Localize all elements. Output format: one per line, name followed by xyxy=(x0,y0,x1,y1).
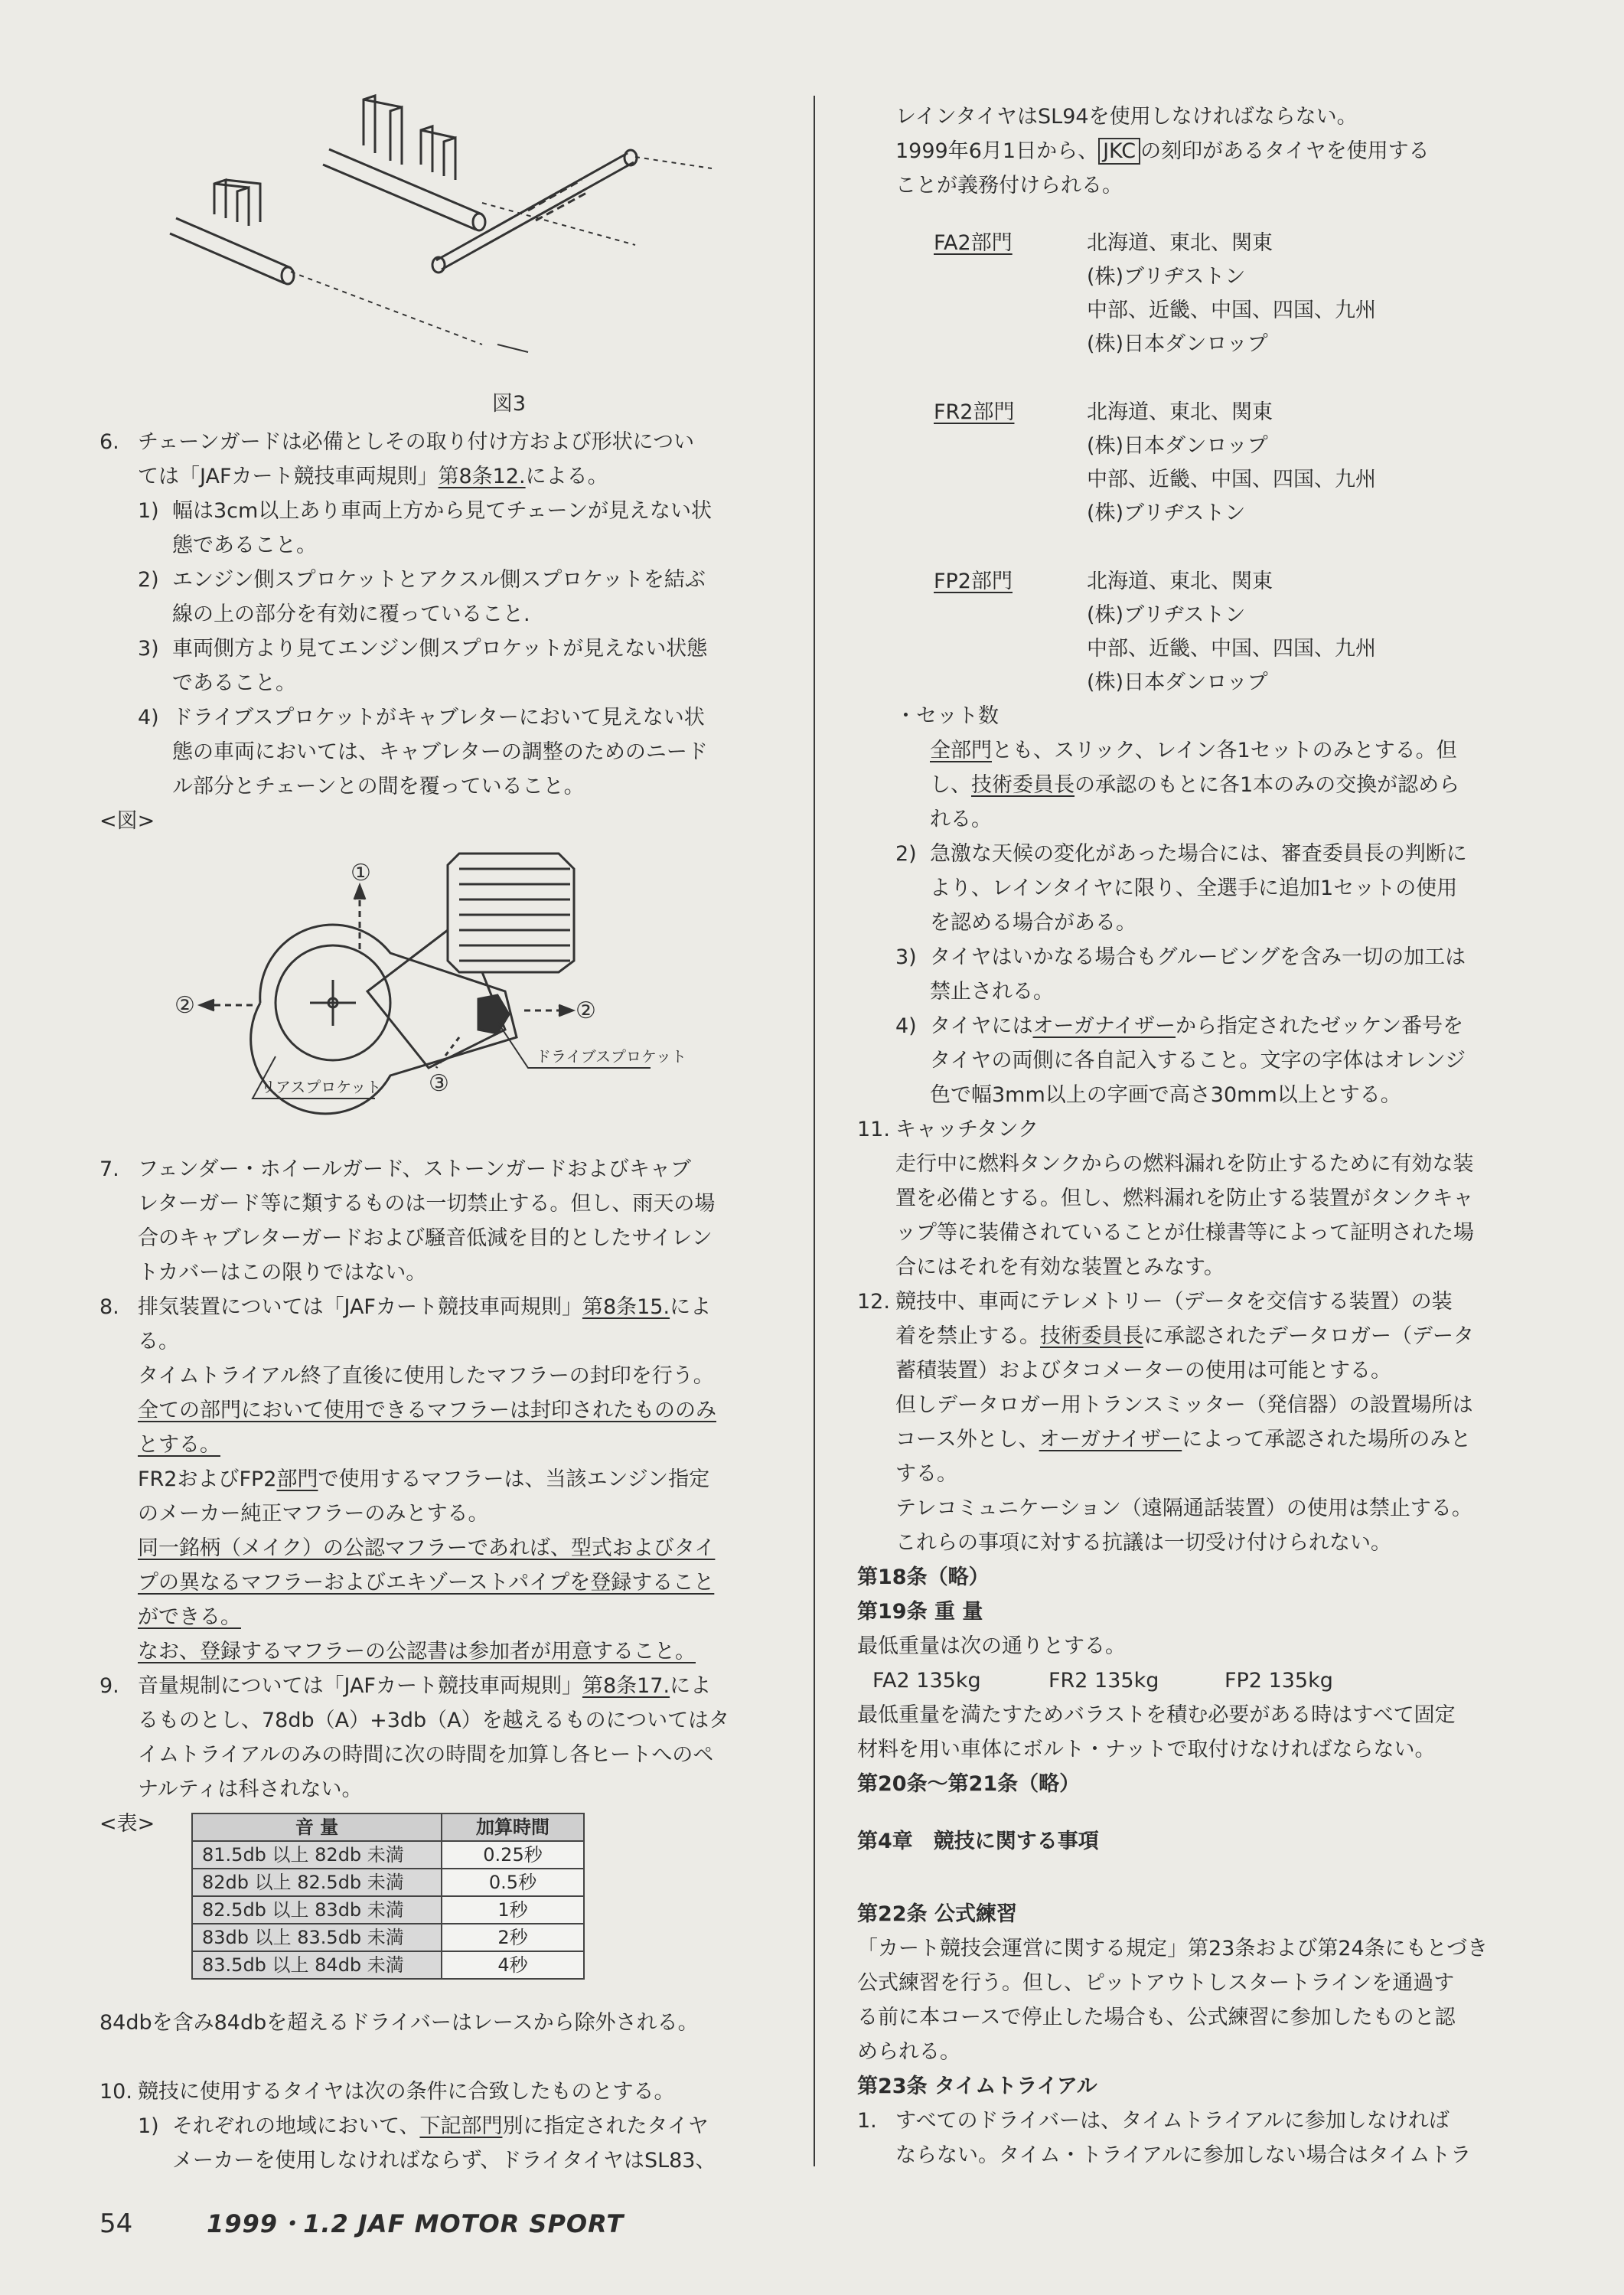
chapter-4-heading: 第4章 競技に関する事項 xyxy=(857,1830,1099,1853)
item-number: 6. xyxy=(99,430,119,454)
right-column: レインタイヤはSL94を使用しなければならない。 1999年6月1日から、 JKC の刻印があるタイヤを使用する ことが義務付けられる。 FA2部門 北海道、東北、関東 (株)ブリヂストン 中部、近畿、中国、四国、九州 (株)日本ダンロップ FR2部門 北海道、東北、関東 (株)日本ダンロップ 中部、近畿、中国、四国、九州 (株)ブリヂストン FP2部門 北海道、東北、関東 (株)ブリヂストン 中部、近畿、中国、四国、九州 (株)日本ダンロップ ・セット数 全部門とも、スリック、レイン各1セットのみとする。但 し、技術委員長の承認のもとに各1本のみの交換が認めら れる。 2) 急激な天候の変化があった場合には、審査委員長の判断に より、レインタイヤに限り、全選手に追加1セットの使用 を認める場合がある。 3) タイヤはいかなる場合もグルービングを含み一切の加工は 禁止される。 4) タイヤにはオーガナイザーから指定されたゼッケン番号を タイヤの両側に各自記入すること。文字の字体はオレンジ 色で幅3mm以上の字画で高さ30mm以上とする。 11. キャッチタンク 走行中に燃料タンクからの燃料漏れを防止するために有効な装 置を必備とする。但し、燃料漏れを防止する装置がタンクキャ ップ等に装備されていることが仕様書等によって証明された場 合にはそれを有効な装置とみなす。 12. 競技中、車両にテレメトリー（データを交信する装置）の装 着を禁止する。技術委員長に承認されたデータロガー（データ 蓄積装置）およびタコメーターの使用は可能とする。 但しデータロガー用トランスミッター（発信器）の設置場所は コース外とし、オーガナイザーによって承認された場所のみと する。 テレコミュニケーション（遠隔通話装置）の使用は禁止する。 これらの事項に対する抗議は一切受け付けられない。 第18条（略） 第19条 重 量 最低重量は次の通りとする。 FA2 135kg FR2 135kg FP2 135kg 最低重量を満たすためバラストを積む必要がある時はすべて固定 材料を用い車体にボルト・ナットで取付けなければならない。 第20条～第21条（略） 第4章 競技に関する事項 第22条 公式練習 「カート競技会運営に関する規定」第23条および第24条にもとづき 公式練習を行う。但し、ピットアウトしスタートラインを通過す る前に本コースで停止した場合も、公式練習に参加したものと認 められる。 第23条 タイムトライアル 1. すべてのドライバーは、タイムトライアルに参加しなければ ならない。タイム・トライアルに参加しない場合はタイムトラ xyxy=(857,100,1531,2173)
tire-sub-2: 2) 急激な天候の変化があった場合には、審査委員長の判断に より、レインタイヤに限り、全選手に追加1セットの使用 を認める場合がある。 xyxy=(895,842,1467,935)
item-9: 9. 音量規制については「JAFカート競技車両規則」第8条17.によ るものとし、78db（A）+3db（A）を越えるものについてはタ イムトライアルのみの時間に次の時間を加算し各ヒートへのペ ナルティは科されない。 xyxy=(99,1674,730,1801)
item-6 xyxy=(99,425,773,494)
item-6-sub-4: 4) ドライブスプロケットがキャブレターにおいて見えない状 態の車両においては、キャブレターの調整のためのニード ル部分とチェーンとの間を覆っていること。 xyxy=(138,706,708,798)
table-row: 82.5db 以上 83db 未満 1秒 xyxy=(192,1896,584,1924)
page-footer xyxy=(99,2205,624,2240)
tire-block-fp2: FP2部門 北海道、東北、関東 (株)ブリヂストン 中部、近畿、中国、四国、九州 (株)日本ダンロップ xyxy=(934,570,1376,694)
text-line: 最低重量は次の通りとする。 xyxy=(857,1634,1126,1658)
set-count-heading: ・セット数 xyxy=(895,704,999,728)
circle-2-left-label: ② xyxy=(174,992,195,1019)
article-22-heading: 第22条 公式練習 xyxy=(857,1902,1017,1926)
text-line: 最低重量を満たすためバラストを積む必要がある時はすべて固定 xyxy=(857,1703,1456,1727)
article-23-heading: 第23条 タイムトライアル xyxy=(857,2075,1097,2098)
text-line: ことが義務付けられる。 xyxy=(895,174,1123,198)
page-number: 54 xyxy=(99,2208,133,2239)
weights-row: FA2 135kg FR2 135kg FP2 135kg xyxy=(872,1669,1333,1693)
tire-block-fr2: FR2部門 北海道、東北、関東 (株)日本ダンロップ 中部、近畿、中国、四国、九州 (株)ブリヂストン xyxy=(934,400,1376,525)
table-row: 82db 以上 82.5db 未満 0.5秒 xyxy=(192,1869,584,1896)
table-label: <表> xyxy=(99,1812,155,1836)
engine-chain-diagram xyxy=(99,838,773,1144)
column-divider xyxy=(814,96,815,2166)
table-row: 81.5db 以上 82db 未満 0.25秒 xyxy=(192,1841,584,1869)
item-10: 10. 競技に使用するタイヤは次の条件に合致したものとする。 xyxy=(99,2080,675,2104)
item-6-sub-2: 2) エンジン側スプロケットとアクスル側スプロケットを結ぶ 線の上の部分を有効に覆っていること. xyxy=(138,568,706,626)
table-block xyxy=(99,1807,773,2006)
article-19-heading: 第19条 重 量 xyxy=(857,1600,983,1624)
circle-1-label: ① xyxy=(351,860,371,886)
item-8: 8. 排気装置については「JAFカート競技車両規則」第8条15.によ る。 タイムトライアル終了直後に使用したマフラーの封印を行う。 全ての部門において使用できるマフラーは封印されたもののみ とする。 FR2およびFP2部門で使用するマフラーは、当該エンジン指定 のメーカー純正マフラーのみとする。 同一銘柄（メイク）の公認マフラーであれば、型式およびタイ プの異なるマフラーおよびエキゾーストパイプを登録すること ができる。 なお、登録するマフラーの公認書は参加者が用意すること。 xyxy=(99,1295,716,1663)
jkc-mark: JKC xyxy=(1098,138,1140,165)
table-row: 83db 以上 83.5db 未満 2秒 xyxy=(192,1924,584,1951)
set-count-text: 全部門とも、スリック、レイン各1セットのみとする。但 し、技術委員長の承認のもとに各1本のみの交換が認めら れる。 xyxy=(930,739,1460,831)
circle-3-label: ③ xyxy=(429,1070,449,1097)
magazine-title: 1999・1.2 JAF MOTOR SPORT xyxy=(207,2209,624,2238)
text-line: 1999年6月1日から、 JKC の刻印があるタイヤを使用する xyxy=(895,139,1430,163)
figure3-caption: 図3 xyxy=(491,392,527,416)
rear-sprocket-label: リアスプロケット xyxy=(260,1078,382,1096)
figure-label: <図> xyxy=(99,809,155,833)
article-23-item-1: 1. すべてのドライバーは、タイムトライアルに参加しなければ ならない。タイム・トライアルに参加しない場合はタイムトラ xyxy=(857,2109,1472,2167)
tire-sub-3: 3) タイヤはいかなる場合もグルービングを含み一切の加工は 禁止される。 xyxy=(895,945,1466,1004)
tire-block-fa2: FA2部門 北海道、東北、関東 (株)ブリヂストン 中部、近畿、中国、四国、九州 (株)日本ダンロップ xyxy=(934,231,1376,356)
item-7: 7. フェンダー・ホイールガード、ストーンガードおよびキャブ レターガード等に類するものは一切禁止する。但し、雨天の場 合のキャブレターガードおよび騒音低減を目的としたサイレン トカバーはこの限りではない。 xyxy=(99,1157,716,1285)
table-row: 83.5db 以上 84db 未満 4秒 xyxy=(192,1951,584,1979)
figure3-chain-guard-drawing xyxy=(99,84,773,383)
left-column xyxy=(99,84,773,2178)
text-line: チェーンガードは必備としその取り付け方および形状につい xyxy=(138,430,695,454)
item-6-sub-3: 3) 車両側方より見てエンジン側スプロケットが見えない状態 であること。 xyxy=(138,637,708,695)
drive-sprocket-label: ドライブスプロケット xyxy=(536,1047,686,1066)
article-18: 第18条（略） xyxy=(857,1565,990,1589)
table-header: 加算時間 xyxy=(442,1813,584,1841)
item-6-sub-1: 1) 幅は3cm以上あり車両上方から見てチェーンが見えない状 態であること。 xyxy=(138,499,712,557)
text-line: 材料を用い車体にボルト・ナットで取付けなければならない。 xyxy=(857,1738,1436,1761)
text-line: ては「JAFカート競技車両規則」第8条12.による。 xyxy=(138,465,608,488)
text-line: レインタイヤはSL94を使用しなければならない。 xyxy=(895,105,1358,129)
after-table-text: 84dbを含み84dbを超えるドライバーはレースから除外される。 xyxy=(99,2011,699,2035)
article-20-21: 第20条～第21条（略） xyxy=(857,1772,1081,1796)
item-10-sub-1: 1) それぞれの地域において、下記部門別に指定されたタイヤ メーカーを使用しなければならず、ドライタイヤはSL83、 xyxy=(138,2114,716,2173)
circle-2-right-label: ② xyxy=(576,997,596,1024)
tire-sub-4: 4) タイヤにはオーガナイザーから指定されたゼッケン番号を タイヤの両側に各自記入すること。文字の字体はオレンジ 色で幅3mm以上の字画で高さ30mm以上とする。 xyxy=(895,1014,1466,1107)
item-12: 12. 競技中、車両にテレメトリー（データを交信する装置）の装 着を禁止する。技術委員長に承認されたデータロガー（データ 蓄積装置）およびタコメーターの使用は可能とする。 但しデータロガー用トランスミッター（発信器）の設置場所は コース外とし、オーガナイザーによって承認された場所のみと する。 テレコミュニケーション（遠隔通話装置）の使用は禁止する。 これらの事項に対する抗議は一切受け付けられない。 xyxy=(857,1290,1474,1555)
item-11: 11. キャッチタンク 走行中に燃料タンクからの燃料漏れを防止するために有効な装 置を必備とする。但し、燃料漏れを防止する装置がタンクキャ ップ等に装備されていることが仕様書等によって証明された場 合にはそれを有効な装置とみなす。 xyxy=(857,1118,1474,1279)
table-header: 音 量 xyxy=(192,1813,442,1841)
noise-penalty-table xyxy=(191,1813,585,1980)
